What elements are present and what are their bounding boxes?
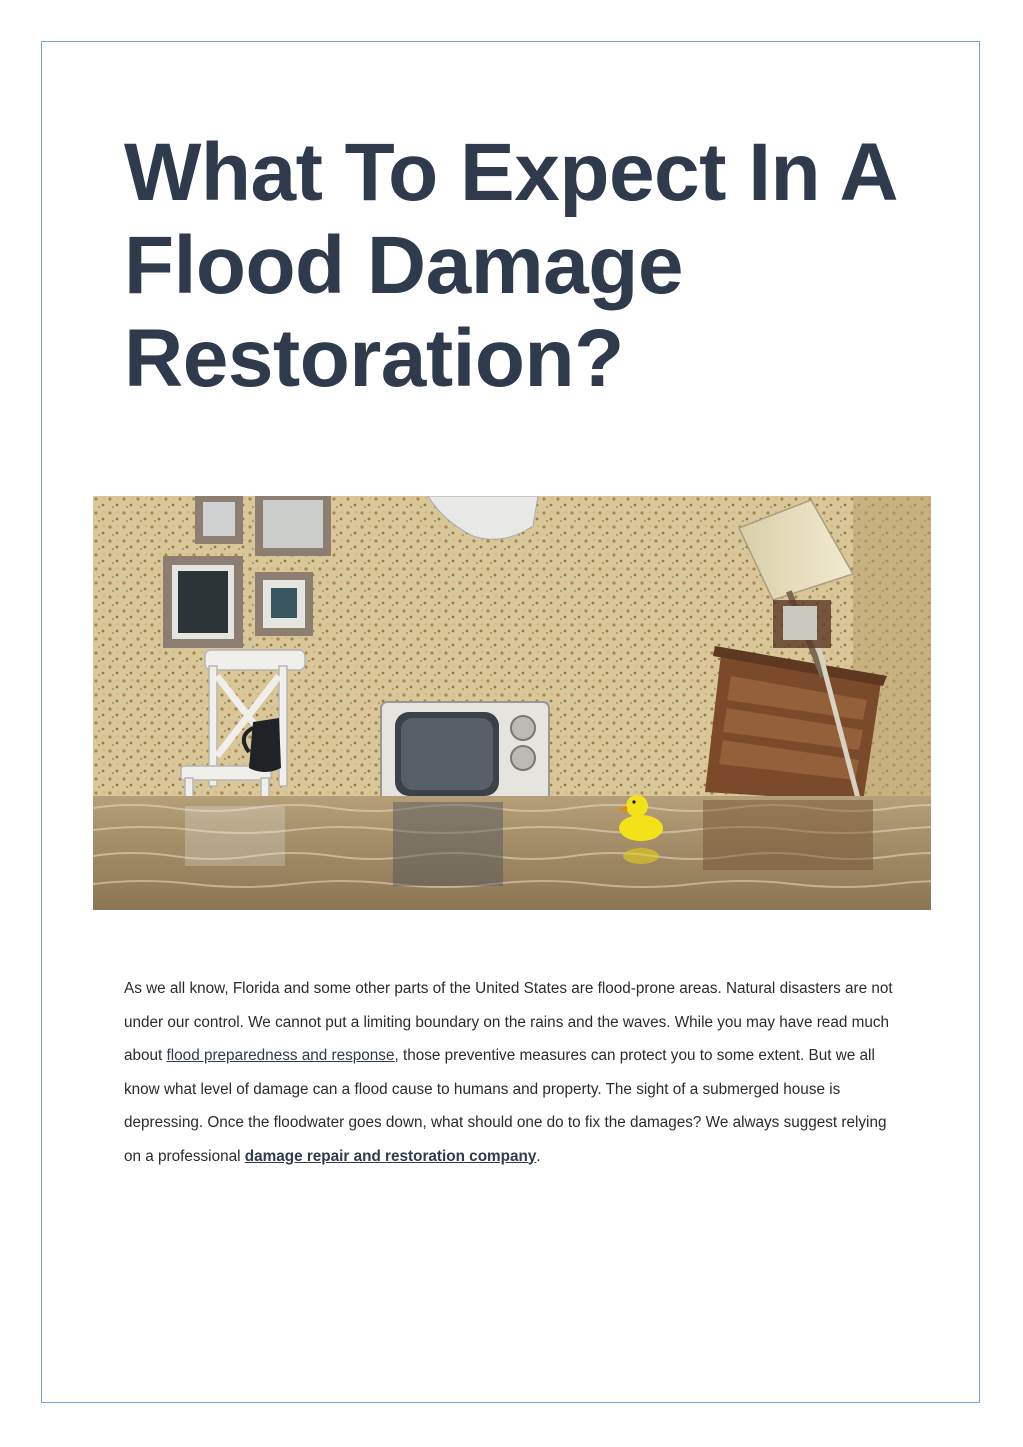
paragraph-text-2: , those preventive measures can protect you to some extent. But we all know what level of damage can a flood cause to humans and property. The sight of a submerged house is depressing. Once the floodwater goes down, what should one do to fix the damages? We always suggest relying on a professional <box>124 1047 887 1165</box>
paragraph-text-3: . <box>536 1147 541 1165</box>
hero-image <box>93 496 931 910</box>
paragraph-text-1: As we all know, Florida and some other parts of the United States are flood-prone areas. Natural disasters are not under our control. We cannot put a limiting boundary on the rains and the waves. While you may have read much about <box>124 980 893 1064</box>
flood-preparedness-link[interactable]: flood preparedness and response <box>166 1047 395 1064</box>
flooded-room-illustration <box>93 496 931 910</box>
body-paragraph <box>124 972 904 1173</box>
damage-repair-link[interactable]: damage repair and restoration company <box>244 1147 537 1165</box>
page-title: What To Expect In A Flood Damage Restoration? <box>124 127 896 404</box>
television <box>381 702 549 802</box>
